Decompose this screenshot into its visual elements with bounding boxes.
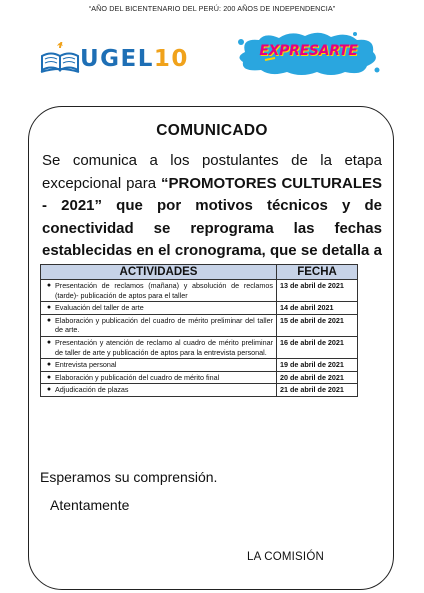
date-cell: 21 de abril de 2021 [277, 384, 358, 397]
activity-cell: Presentación de reclamos (mañana) y absolución de reclamos (tarde)- publicación de aptos para el taller [55, 281, 273, 300]
activity-cell: Elaboración y publicación del cuadro de mérito final [55, 372, 220, 382]
bullet-icon: ● [46, 282, 52, 289]
bullet-icon: ● [46, 316, 52, 324]
expresarte-logo [235, 30, 382, 78]
bullet-icon: ● [46, 386, 52, 394]
date-cell: 16 de abril de 2021 [277, 336, 358, 358]
date-cell: 15 de abril de 2021 [277, 314, 358, 336]
date-cell: 14 de abril 2021 [277, 302, 358, 315]
date-cell: 13 de abril de 2021 [277, 280, 358, 302]
table-row [41, 280, 358, 302]
table-row [41, 371, 358, 384]
ugel-logo-number: 10 [153, 46, 189, 72]
notice-intro-bold: “PROMOTORES CULTURALES - 2021” que por motivos técnicos y de conectividad se reprograma las fechas establecidas en el cronograma, que se detalla a [42, 174, 382, 259]
table-row [41, 359, 358, 372]
closing-text: Esperamos su comprensión. [40, 469, 218, 485]
column-header-activities: ACTIVIDADES [41, 265, 277, 280]
expresarte-logo-text: EXPRESARTE [259, 43, 358, 59]
motto-header: “AÑO DEL BICENTENARIO DEL PERÚ: 200 AÑOS DE INDEPENDENCIA” [88, 4, 336, 13]
activity-cell: Adjudicación de plazas [55, 385, 129, 395]
table-row [41, 336, 358, 358]
bullet-icon: ● [46, 361, 52, 369]
column-header-date: FECHA [277, 265, 358, 280]
ugel-logo [40, 42, 190, 76]
notice-intro-plain: Se comunica a los postulantes de la etapa excepcional para [42, 152, 382, 192]
bullet-icon: ● [46, 338, 52, 346]
date-cell: 19 de abril de 2021 [277, 359, 358, 372]
bullet-icon: ● [46, 304, 52, 312]
notice-title: COMUNICADO [156, 122, 268, 139]
date-cell: 20 de abril de 2021 [277, 371, 358, 384]
schedule-table [40, 264, 358, 397]
table-row [41, 302, 358, 315]
ugel-logo-prefix: UGEL [80, 46, 154, 72]
activity-cell: Elaboración y publicación del cuadro de mérito preliminar del taller de arte. [55, 315, 273, 335]
signature-committee: LA COMISIÓN [247, 551, 324, 563]
activity-cell: Evaluación del taller de arte [55, 303, 144, 313]
table-row [41, 314, 358, 336]
schedule-header-row [41, 265, 358, 280]
open-book-icon [40, 42, 80, 76]
sign-off-text: Atentamente [50, 497, 130, 513]
activity-cell: Entrevista personal [55, 360, 117, 370]
activity-cell: Presentación y atención de reclamo al cuadro de mérito preliminar de taller de arte y publicación de aptos para la entrevista personal. [55, 337, 273, 357]
bullet-icon: ● [46, 373, 52, 381]
table-row [41, 384, 358, 397]
